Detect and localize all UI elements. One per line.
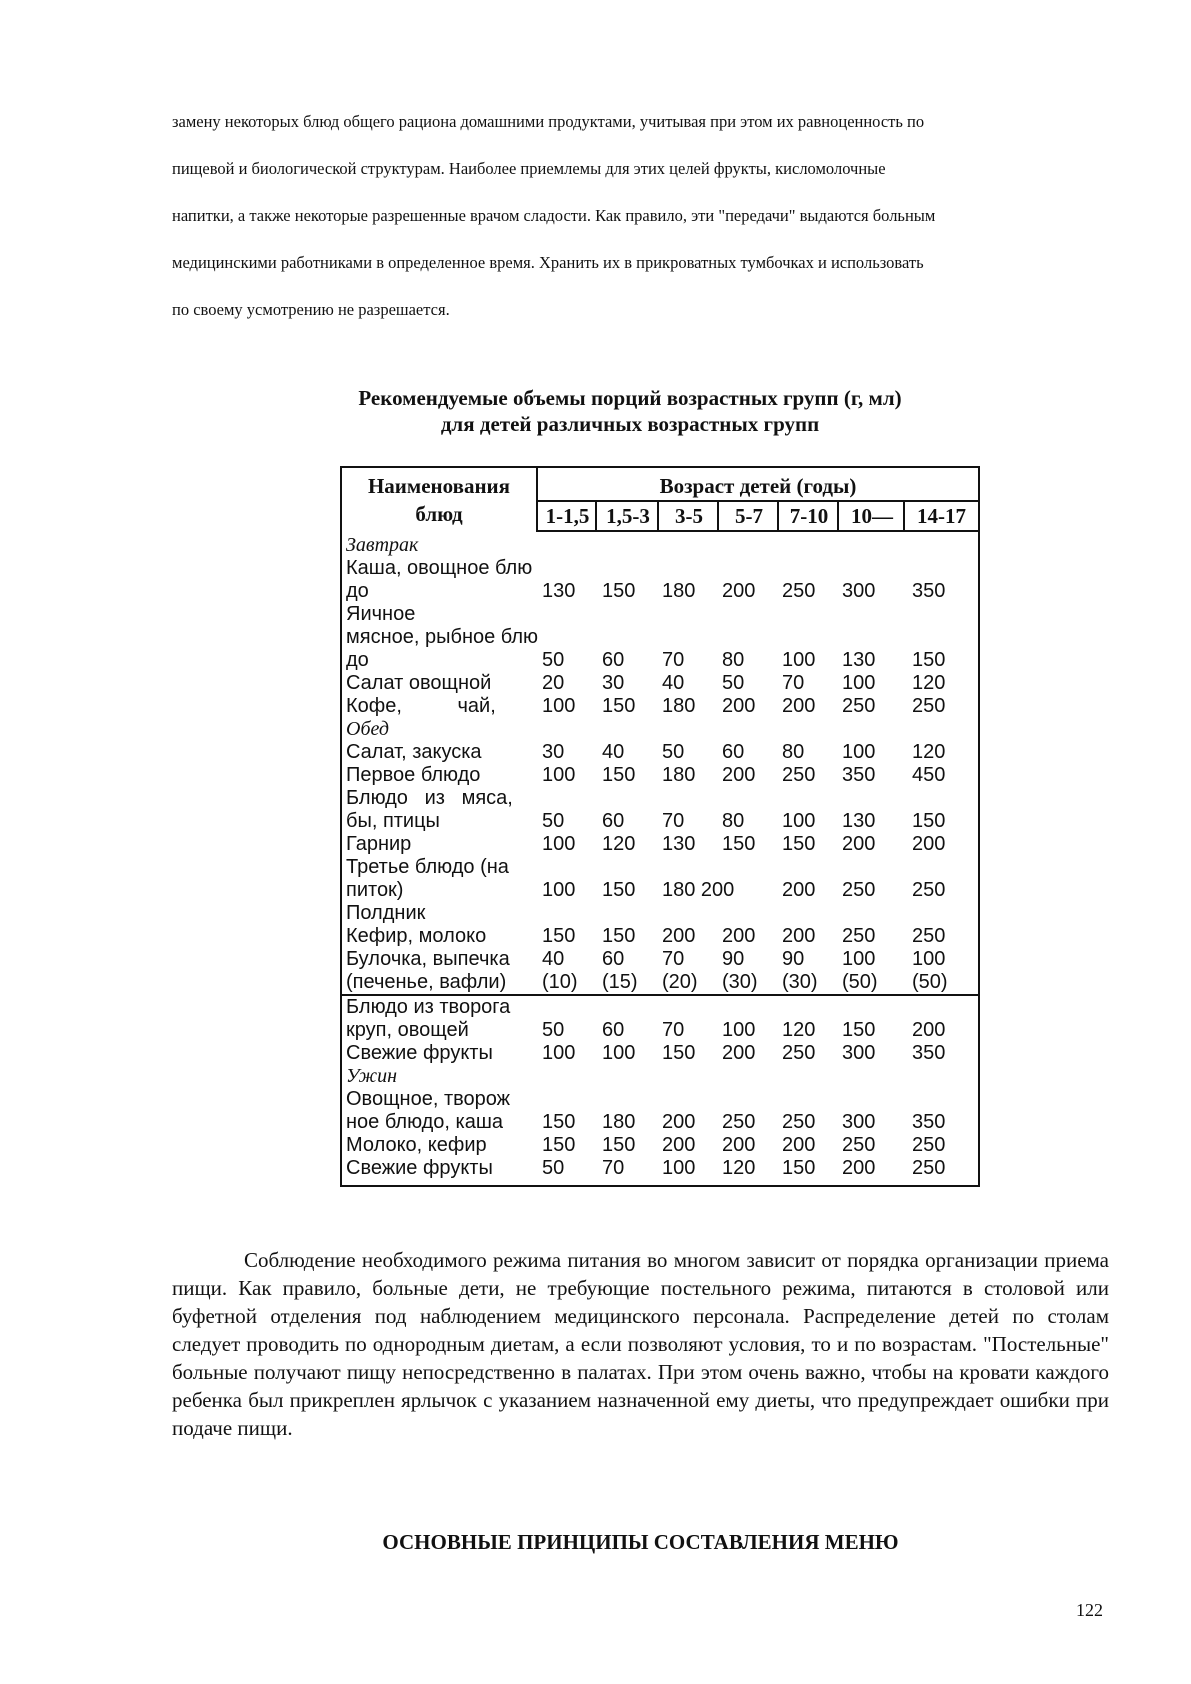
dish-label: (печенье, вафли) xyxy=(346,971,507,993)
portion-value: 250 xyxy=(912,925,946,947)
dish-label: Третье блюдо (на xyxy=(346,856,509,878)
dish-label: Первое блюдо xyxy=(346,764,481,786)
portion-value: (15) xyxy=(602,971,638,993)
meal-section-row xyxy=(342,534,978,557)
dish-label: до xyxy=(346,580,369,602)
portion-value: 150 xyxy=(602,764,636,786)
table-row xyxy=(342,741,978,764)
portion-value: 180 xyxy=(662,764,696,786)
portion-value: 90 xyxy=(782,948,805,970)
portion-value: 150 xyxy=(912,810,946,832)
portion-value: 150 xyxy=(542,1134,576,1156)
portion-value: 250 xyxy=(842,925,876,947)
portion-value: 250 xyxy=(912,1134,946,1156)
portion-value: 50 xyxy=(722,672,745,694)
table-row xyxy=(342,810,978,833)
portion-value: (20) xyxy=(662,971,698,993)
dish-label: Булочка, выпечка xyxy=(346,948,510,970)
portion-value: 120 xyxy=(782,1019,816,1041)
portion-value: 350 xyxy=(912,1111,946,1133)
meal-section-row xyxy=(342,1065,978,1088)
portion-value: 200 xyxy=(782,879,816,901)
dish-label: Молоко, кефир xyxy=(346,1134,487,1156)
portion-value: 200 xyxy=(842,833,876,855)
portion-value: 200 xyxy=(722,1134,756,1156)
dish-name-header xyxy=(342,472,536,528)
portion-value: 40 xyxy=(662,672,685,694)
portion-value: 250 xyxy=(842,1134,876,1156)
portion-value: 200 xyxy=(722,580,756,602)
table-row xyxy=(342,971,978,994)
table-row xyxy=(342,1134,978,1157)
portion-value: 60 xyxy=(602,810,625,832)
intro-line: пищевой и биологической структурам. Наиболее приемлемы для этих целей фрукты, кисломолочные xyxy=(172,159,886,178)
portion-value: 100 xyxy=(542,879,576,901)
portion-value: 150 xyxy=(602,695,636,717)
dish-label: до xyxy=(346,649,369,671)
portion-value: 40 xyxy=(602,741,625,763)
portion-value: 100 xyxy=(842,741,876,763)
portion-value: 150 xyxy=(912,649,946,671)
dish-label: Кефир, молоко xyxy=(346,925,487,947)
header-divider-horizontal xyxy=(536,500,978,502)
portion-value: 200 xyxy=(662,925,696,947)
portion-value: 200 xyxy=(782,695,816,717)
table-row xyxy=(342,1088,978,1111)
portion-value: 50 xyxy=(542,1019,565,1041)
portion-value: 150 xyxy=(662,1042,696,1064)
dish-label: Яичное xyxy=(346,603,416,625)
portion-value: 350 xyxy=(912,1042,946,1064)
portion-value: 150 xyxy=(602,925,636,947)
table-row xyxy=(342,1042,978,1065)
portion-value: 70 xyxy=(602,1157,625,1179)
dish-label: Кофе, чай, xyxy=(346,695,496,717)
meal-section-label: Завтрак xyxy=(346,534,419,556)
table-row xyxy=(342,879,978,902)
portion-value: 200 xyxy=(662,1134,696,1156)
dish-name-header-line-2: блюд xyxy=(415,502,463,526)
dish-label: круп, овощей xyxy=(346,1019,469,1041)
portion-value: 250 xyxy=(782,1042,816,1064)
portion-value: 150 xyxy=(782,1157,816,1179)
portion-value: 70 xyxy=(662,1019,685,1041)
table-row xyxy=(342,557,978,580)
table-row xyxy=(342,672,978,695)
portion-value: 300 xyxy=(842,580,876,602)
portion-value: 80 xyxy=(782,741,805,763)
age-group-divider xyxy=(657,500,659,532)
portion-value: 150 xyxy=(602,879,636,901)
portion-value: 250 xyxy=(782,764,816,786)
portion-value: 60 xyxy=(602,649,625,671)
portion-value: 200 xyxy=(842,1157,876,1179)
portion-value: 100 xyxy=(782,649,816,671)
dish-label: мясное, рыбное блю xyxy=(346,626,539,648)
table-row xyxy=(342,603,978,626)
table-row xyxy=(342,948,978,971)
portion-value: (10) xyxy=(542,971,578,993)
portion-value: 450 xyxy=(912,764,946,786)
table-row xyxy=(342,902,978,925)
portion-value: 200 xyxy=(782,1134,816,1156)
portion-value: 100 xyxy=(662,1157,696,1179)
dish-label: Салат, закуска xyxy=(346,741,482,763)
table-title-line-1: Рекомендуемые объемы порций возрастных групп (г, мл) xyxy=(358,386,902,410)
portion-value: 250 xyxy=(722,1111,756,1133)
portion-value: 150 xyxy=(782,833,816,855)
portion-value: (30) xyxy=(782,971,818,993)
portion-value: 150 xyxy=(722,833,756,855)
portion-value: 50 xyxy=(542,810,565,832)
portion-value: 120 xyxy=(912,741,946,763)
dish-label: Блюдо из творога xyxy=(346,996,511,1018)
portion-value: 80 xyxy=(722,649,745,671)
portion-value: 180 xyxy=(662,695,696,717)
portion-value: 100 xyxy=(722,1019,756,1041)
portion-value: 100 xyxy=(542,1042,576,1064)
portion-value: 250 xyxy=(842,695,876,717)
portion-value: 100 xyxy=(542,695,576,717)
portion-value: 300 xyxy=(842,1042,876,1064)
portion-value: 60 xyxy=(722,741,745,763)
portion-value: 100 xyxy=(842,672,876,694)
dish-label: Блюдо из мяса, xyxy=(346,787,513,809)
meal-section-row xyxy=(342,718,978,741)
portion-value: 120 xyxy=(722,1157,756,1179)
portion-value: 200 xyxy=(722,764,756,786)
dish-label: Салат овощной xyxy=(346,672,492,694)
age-group-header: 1,5-3 xyxy=(606,504,650,528)
dish-label: Полдник xyxy=(346,902,426,924)
age-group-header: 7-10 xyxy=(789,504,829,528)
dish-label: Свежие фрукты xyxy=(346,1042,493,1064)
portion-value: 150 xyxy=(542,925,576,947)
dish-name-header-line-1: Наименования xyxy=(367,474,511,498)
portion-value: 250 xyxy=(782,580,816,602)
portion-value: 80 xyxy=(722,810,745,832)
portion-value: 250 xyxy=(912,695,946,717)
portion-value: 150 xyxy=(542,1111,576,1133)
portion-value: 70 xyxy=(662,810,685,832)
dish-label: Каша, овощное блю xyxy=(346,557,533,579)
portion-value: 100 xyxy=(782,810,816,832)
age-group-divider xyxy=(777,500,779,532)
portion-value: 200 xyxy=(662,1111,696,1133)
dish-label: Свежие фрукты xyxy=(346,1157,493,1179)
portion-value: 130 xyxy=(842,810,876,832)
portion-value: 70 xyxy=(662,649,685,671)
portion-value: 50 xyxy=(542,649,565,671)
body-paragraph-text: Соблюдение необходимого режима питания во многом зависит от порядка организации приема пищи. Как правило, больные дети, не требующие постельного режима, питаются в столовой или буфетной отделения под наблюдением медицинского персонала. Распределение детей по столам следует проводить по однородным диетам, а если позволяют условия, то и по возрастам. "Постельные" больные получают пищу непосредственно в палатах. При этом очень важно, чтобы на кровати каждого ребенка был прикреплен ярлычок с указанием назначенной ему диеты, что предупреждает ошибки при подаче пищи. xyxy=(172,1248,1109,1440)
header-bottom-rule xyxy=(536,530,978,532)
age-group-divider xyxy=(903,500,905,532)
portion-value: 250 xyxy=(912,879,946,901)
age-group-divider xyxy=(837,500,839,532)
portion-value: 200 xyxy=(912,833,946,855)
portion-value: 250 xyxy=(912,1157,946,1179)
portion-value: 250 xyxy=(842,879,876,901)
portion-value: 130 xyxy=(842,649,876,671)
intro-paragraph xyxy=(172,108,1092,343)
portion-value: 60 xyxy=(602,1019,625,1041)
table-row xyxy=(342,1157,978,1180)
meal-section-label: Ужин xyxy=(346,1065,397,1087)
section-heading: ОСНОВНЫЕ ПРИНЦИПЫ СОСТАВЛЕНИЯ МЕНЮ xyxy=(382,1530,899,1554)
meal-section-label: Обед xyxy=(346,718,389,740)
age-group-header: 14-17 xyxy=(917,504,966,528)
portion-value: 70 xyxy=(662,948,685,970)
portion-value: 300 xyxy=(842,1111,876,1133)
age-group-divider xyxy=(595,500,597,532)
age-header: Возраст детей (годы) xyxy=(659,474,857,498)
portion-value: 130 xyxy=(542,580,576,602)
dish-label: Гарнир xyxy=(346,833,412,855)
table-row xyxy=(342,626,978,649)
portion-value: 30 xyxy=(542,741,565,763)
portion-value: 150 xyxy=(842,1019,876,1041)
portion-value: 200 xyxy=(722,695,756,717)
table-row xyxy=(342,996,978,1019)
portion-value: 250 xyxy=(782,1111,816,1133)
portion-value: (30) xyxy=(722,971,758,993)
portion-value: 60 xyxy=(602,948,625,970)
portion-value: 150 xyxy=(602,1134,636,1156)
portion-value: 40 xyxy=(542,948,565,970)
portion-value: 30 xyxy=(602,672,625,694)
age-group-header: 10— xyxy=(851,504,893,528)
portion-value: 100 xyxy=(542,764,576,786)
portion-value: 70 xyxy=(782,672,805,694)
table-row xyxy=(342,833,978,856)
portion-value: 90 xyxy=(722,948,745,970)
portion-value: 120 xyxy=(602,833,636,855)
portion-value: 50 xyxy=(542,1157,565,1179)
portion-value: 100 xyxy=(912,948,946,970)
portion-value: 200 xyxy=(912,1019,946,1041)
portion-value: 180 xyxy=(662,580,696,602)
portion-value: 200 xyxy=(782,925,816,947)
body-paragraph xyxy=(172,1246,1109,1442)
table-row xyxy=(342,925,978,948)
intro-line: замену некоторых блюд общего рациона домашними продуктами, учитывая при этом их равноценность по xyxy=(172,112,925,131)
age-group-divider xyxy=(717,500,719,532)
table-row xyxy=(342,764,978,787)
portion-value: 50 xyxy=(662,741,685,763)
table-row xyxy=(342,856,978,879)
portion-value: 350 xyxy=(842,764,876,786)
portion-value: 350 xyxy=(912,580,946,602)
portion-value: 180 xyxy=(602,1111,636,1133)
table-row xyxy=(342,695,978,718)
age-group-header: 3-5 xyxy=(675,504,703,528)
portion-value: (50) xyxy=(912,971,948,993)
table-row xyxy=(342,1019,978,1042)
dish-label: питок) xyxy=(346,879,404,901)
portion-value: 150 xyxy=(602,580,636,602)
age-group-header: 5-7 xyxy=(735,504,763,528)
page-number: 122 xyxy=(1076,1600,1103,1620)
table-title xyxy=(200,385,1060,437)
portion-value: 100 xyxy=(842,948,876,970)
table-body xyxy=(342,534,978,1180)
intro-line: медицинскими работниками в определенное время. Хранить их в прикроватных тумбочках и использовать xyxy=(172,253,924,272)
portion-value: 100 xyxy=(542,833,576,855)
table-row xyxy=(342,649,978,672)
table-row xyxy=(342,1111,978,1134)
table-title-line-2: для детей различных возрастных групп xyxy=(440,412,820,436)
portion-table xyxy=(340,466,980,1187)
portion-value: 200 xyxy=(722,925,756,947)
intro-line: напитки, а также некоторые разрешенные врачом сладости. Как правило, эти "передачи" выдаются больным xyxy=(172,206,936,225)
table-row xyxy=(342,787,978,810)
portion-value: 200 xyxy=(722,1042,756,1064)
portion-value: 130 xyxy=(662,833,696,855)
portion-value: (50) xyxy=(842,971,878,993)
portion-value: 20 xyxy=(542,672,565,694)
dish-label: Овощное, творож xyxy=(346,1088,511,1110)
portion-value: 120 xyxy=(912,672,946,694)
age-group-header: 1-1,5 xyxy=(545,504,590,528)
dish-label: бы, птицы xyxy=(346,810,440,832)
dish-label: ное блюдо, каша xyxy=(346,1111,504,1133)
intro-line: по своему усмотрению не разрешается. xyxy=(172,300,450,319)
portion-value: 180 200 xyxy=(662,879,735,901)
table-row xyxy=(342,580,978,603)
portion-value: 100 xyxy=(602,1042,636,1064)
